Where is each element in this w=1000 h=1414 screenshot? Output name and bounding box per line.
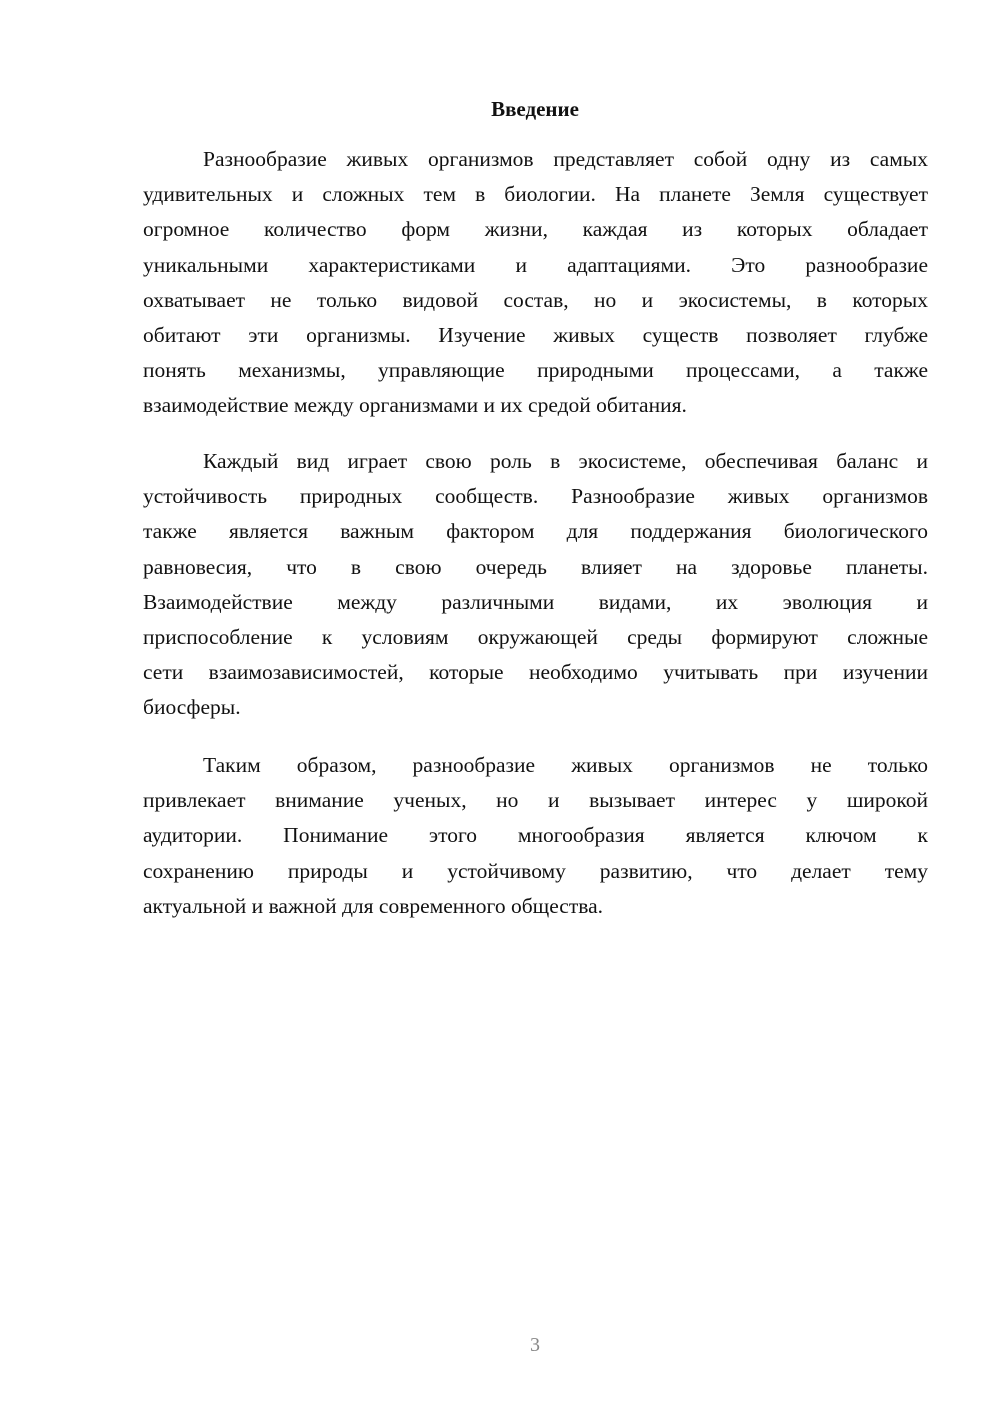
text-line: аудитории. Понимание этого многообразия является ключом к bbox=[143, 823, 928, 848]
text-line: взаимодействие между организмами и их средой обитания. bbox=[143, 393, 687, 418]
paragraph-1 bbox=[143, 142, 928, 424]
text-line: приспособление к условиям окружающей среды формируют сложные bbox=[143, 624, 928, 649]
text-line: устойчивость природных сообществ. Разнообразие живых организмов bbox=[143, 484, 928, 509]
page-number: 3 bbox=[530, 1334, 540, 1356]
text-line: сети взаимозависимостей, которые необходимо учитывать при изучении bbox=[143, 660, 928, 685]
text-line: уникальными характеристиками и адаптациями. Это разнообразие bbox=[143, 252, 928, 277]
text-line: Каждый вид играет свою роль в экосистеме, обеспечивая баланс и bbox=[203, 449, 928, 473]
text-line: биосферы. bbox=[143, 695, 241, 720]
text-line: Взаимодействие между различными видами, их эволюция и bbox=[143, 589, 928, 614]
paragraph-2 bbox=[143, 444, 928, 726]
text-line: удивительных и сложных тем в биологии. На планете Земля существует bbox=[143, 182, 928, 207]
text-line: привлекает внимание ученых, но и вызывает интерес у широкой bbox=[143, 788, 928, 813]
text-line: охватывает не только видовой состав, но и экосистемы, в которых bbox=[143, 287, 928, 312]
text-line: сохранению природы и устойчивому развитию, что делает тему bbox=[143, 858, 928, 883]
text-line: также является важным фактором для поддержания биологического bbox=[143, 519, 928, 544]
paragraph-3 bbox=[143, 748, 928, 924]
text-line: обитают эти организмы. Изучение живых существ позволяет глубже bbox=[143, 322, 928, 347]
text-line: Разнообразие живых организмов представляет собой одну из самых bbox=[203, 147, 928, 171]
text-line: равновесия, что в свою очередь влияет на здоровье планеты. bbox=[143, 554, 928, 579]
text-line: огромное количество форм жизни, каждая из которых обладает bbox=[143, 217, 928, 242]
text-line: актуальной и важной для современного общества. bbox=[143, 893, 604, 918]
text-line: понять механизмы, управляющие природными процессами, а также bbox=[143, 358, 928, 383]
text-line: Таким образом, разнообразие живых организмов не только bbox=[203, 753, 928, 777]
section-title: Введение bbox=[491, 97, 579, 121]
